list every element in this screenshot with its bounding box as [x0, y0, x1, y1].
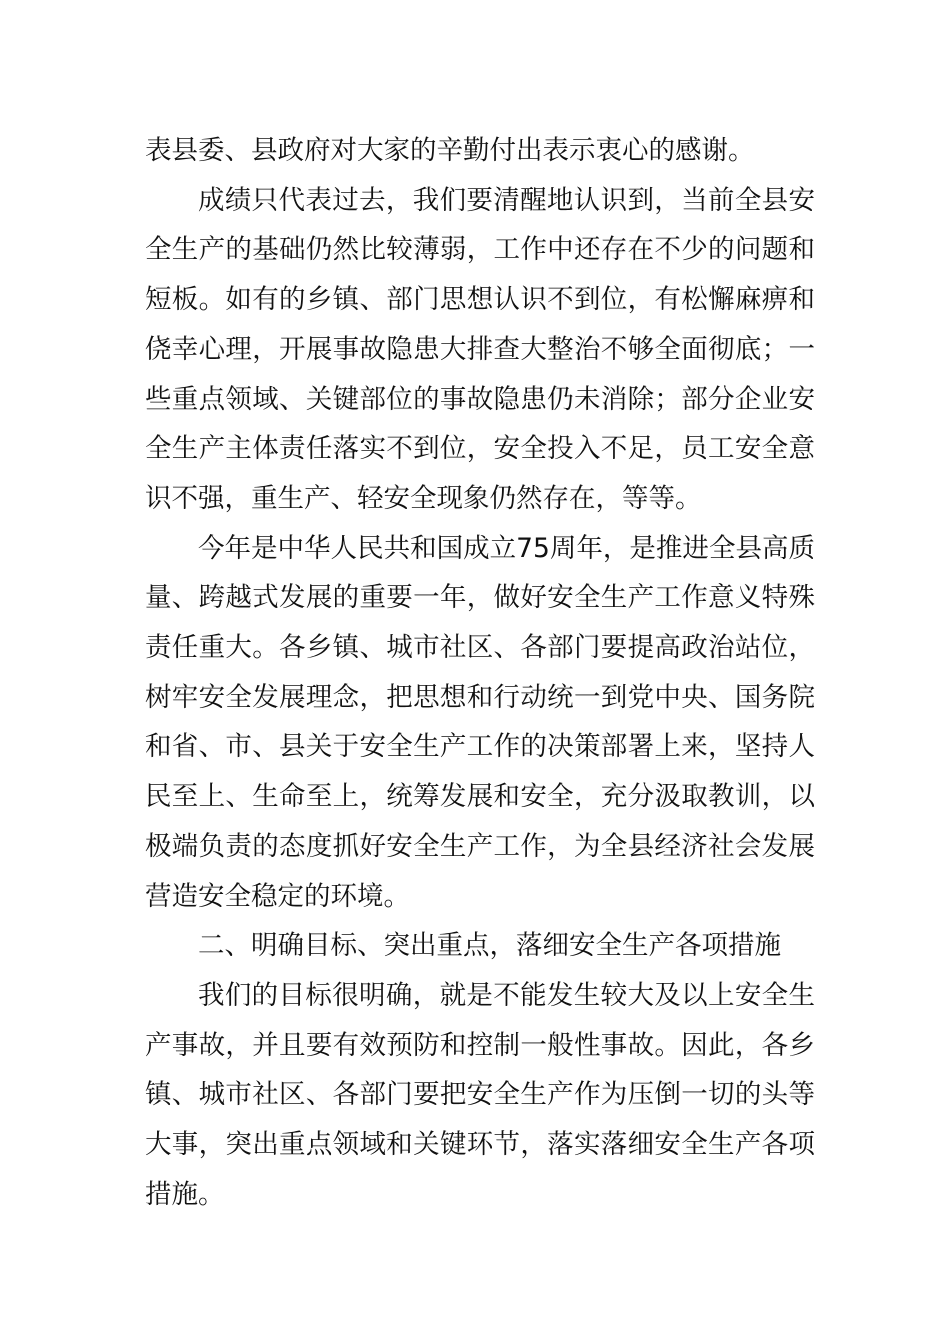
document-body [145, 126, 815, 1219]
paragraph-goals: 我们的目标很明确，就是不能发生较大及以上安全生产事故，并且要有效预防和控制一般性事故。因此，各乡镇、城市社区、各部门要把安全生产作为压倒一切的头等大事，突出重点领域和关键环节，落实落细安全生产各项措施。 [145, 979, 815, 1210]
section-heading-2: 二、明确目标、突出重点，落细安全生产各项措施 [198, 930, 781, 962]
paragraph-continuation: 表县委、县政府对大家的辛勤付出表示衷心的感谢。 [145, 135, 755, 166]
paragraph-anniversary: 今年是中华人民共和国成立75周年，是推进全县高质量、跨越式发展的重要一年，做好安全生产工作意义特殊责任重大。各乡镇、城市社区、各部门要提高政治站位，树牢安全发展理念，把思想和行动统一到党中央、国务院和省、市、县关于安全生产工作的决策部署上来，坚持人民至上、生命至上，统筹发展和安全，充分汲取教训，以极端负责的态度抓好安全生产工作，为全县经济社会发展营造安全稳定的环境。 [145, 532, 815, 912]
paragraph-shortcomings: 成绩只代表过去，我们要清醒地认识到，当前全县安全生产的基础仍然比较薄弱，工作中还存在不少的问题和短板。如有的乡镇、部门思想认识不到位，有松懈麻痹和侥幸心理，开展事故隐患大排查大整治不够全面彻底；一些重点领域、关键部位的事故隐患仍未消除；部分企业安全生产主体责任落实不到位，安全投入不足，员工安全意识不强，重生产、轻安全现象仍然存在，等等。 [145, 184, 815, 514]
